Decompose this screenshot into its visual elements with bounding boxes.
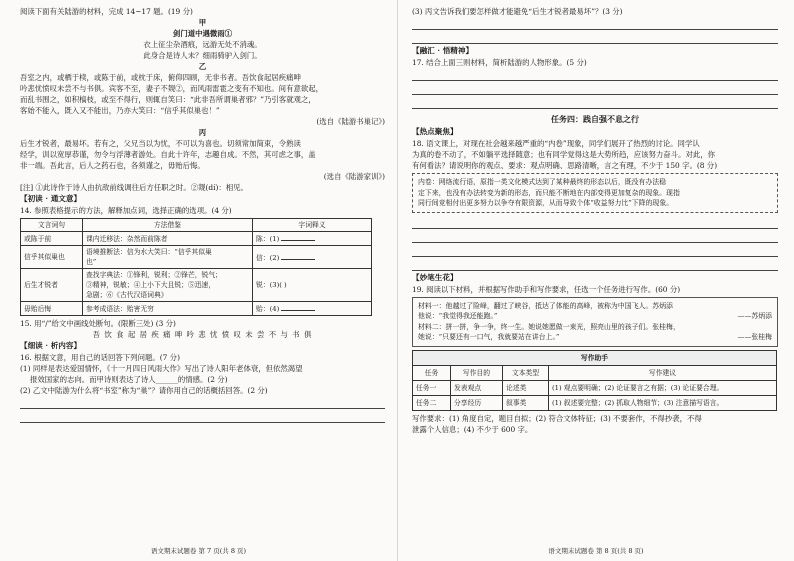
- table-cell: 后生才锐者: [21, 269, 83, 302]
- question-16-1: 报效国家的志向。而甲诗则表达了诗人______的情感。(2 分): [30, 375, 228, 384]
- helper-title: 写作助手: [413, 350, 777, 365]
- table-header-cell: 写作目的: [451, 365, 503, 380]
- writing-requirements: 写作要求：(1) 角度自定，题目自拟；(2) 符合文体特征；(3) 不要套作，不得抄袭，不得: [412, 413, 702, 423]
- question-17: 17. 结合上面三则材料，简析陆游的人物形象。(5 分): [412, 58, 587, 67]
- answer-cell[interactable]: 信：(2): [253, 246, 372, 269]
- table-header-cell: 写作建议: [549, 365, 777, 380]
- material-line: 材料一：他越过了险峰，翻过了峡谷，抵达了体能的高峰，被称为中国飞人。苏炳添: [418, 301, 673, 310]
- answer-cell[interactable]: 锐：(3)( ): [253, 269, 372, 302]
- reading-intro: 阅读下面有关陆游的材料，完成 14~17 题。(19 分): [20, 7, 193, 16]
- bing-source: (选自《陆游家训》): [323, 172, 385, 181]
- page-footer: 语文期末试题卷 第 7 页(共 8 页): [150, 547, 247, 555]
- table-row: [21, 232, 372, 246]
- table-cell: 或陈于前: [21, 232, 83, 246]
- table-row: [413, 380, 777, 395]
- table-cell: 论述类: [503, 380, 549, 395]
- writing-helper-table: [412, 350, 777, 411]
- answer-line[interactable]: [412, 17, 778, 30]
- yi-text-line: 而乱书围之，如积槁枝，或至不得行，则辄自笑曰：“此非吾所谓巢者邪？”乃引客就观之，: [20, 95, 316, 104]
- answer-cell[interactable]: 贻：(4): [253, 302, 372, 316]
- question-16-2: (2) 乙文中陆游为什么将“书室”称为“巢”？请你用自己的话概括回答。(2 分): [20, 386, 268, 395]
- footnote: [注] ①此诗作于诗人由抗敌前线调往后方任职之时。②觌(dí)：相见。: [20, 183, 248, 192]
- right-page: [397, 0, 794, 561]
- definition-box: [412, 173, 778, 213]
- question-16-1: (1) 同样是表达爱国情怀，《十一月四日风雨大作》写出了诗人阳年老体衰，但依然渴望: [20, 364, 303, 373]
- material-line: 他说：“我觉得我还能跑。”: [418, 312, 498, 320]
- definition-line: 同行间竞相付出更多努力以争夺有限资源，从而导致个体“收益努力比”下降的现象。: [418, 199, 674, 207]
- table-cell: 参考成语法：贻害无穷: [83, 302, 253, 316]
- definition-line: 定下来，也没有办法转变为新的形态，而只能不断地在内部变得更加复杂的现象。现指: [418, 188, 680, 197]
- yi-source: (选自《陆游书巢记》): [316, 117, 385, 126]
- yi-text-line: 吾室之内，或栖于椟，或陈于前，或枕于床，俯仰四顾，无非书者。吾饮食起居疾痛呻: [20, 73, 301, 82]
- material-line: 她说：“只要还有一口气，我就要站在讲台上。”: [418, 333, 560, 341]
- writing-requirements: 泄露个人信息；(4) 不少于 600 字。: [412, 424, 533, 434]
- material-line: 材料二：拼一拼，争一争，终一生。她说她愿做一束光，照亮山里的孩子们。张桂梅，: [418, 322, 680, 331]
- answer-blank[interactable]: [281, 252, 315, 260]
- poem-title: 剑门道中遇微雨①: [172, 29, 233, 38]
- question-18-line: 有何看法？请说明你的观点、要求：观点明确、思路清晰，言之有理，不少于 150 字。(8 分): [412, 161, 718, 170]
- table-cell: 查找字典法：①锋利，锐利；②锋芒，锐气； ③精神，锐敏；④上小下大且锐；⑤迅速， 急剧；⑥《古代汉语词典》: [83, 269, 253, 302]
- table-row: [21, 269, 372, 302]
- table-row: [413, 395, 777, 410]
- table-cell: 毋贻后悔: [21, 302, 83, 316]
- table-cell: 课内迁移法：杂然而前陈者: [83, 232, 253, 246]
- section-heading: 【热点聚焦】: [412, 127, 458, 136]
- section-heading: 【妙笔生花】: [412, 272, 458, 282]
- poem-line: 此身合是诗人未？细雨骑驴入剑门。: [143, 51, 262, 60]
- materials-box: [412, 297, 778, 347]
- table-header-cell: 方法借鉴: [83, 219, 253, 232]
- table-cell: 语境推断法：信为水大笑曰：“信乎其似巢 也”: [83, 246, 253, 269]
- table-cell: (1) 观点要明确；(2) 论证要言之有据；(3) 论证要合理。: [549, 380, 777, 395]
- question-16-3: (3) 丙文告诉我们要怎样做才能避免“后生才锐者最易坏”？(3 分): [412, 7, 623, 16]
- table-row: [21, 302, 372, 316]
- bing-text-line: 经学，训以宽厚恭谨，勿令与浮薄者游处。自此十许年，志趣自成。不然，其可虑之事，盖: [20, 150, 316, 159]
- table-header-cell: 文言词句: [21, 219, 83, 232]
- material-author: ——苏炳添: [737, 312, 772, 320]
- answer-blank[interactable]: [281, 303, 315, 311]
- task-title: 任务四：践自强不息之行: [551, 114, 639, 124]
- section-heading: 【融汇 · 悟精神】: [412, 46, 474, 55]
- table-header-cell: 任务: [413, 365, 451, 380]
- material-author: ——张桂梅: [737, 333, 772, 341]
- table-cell: 分享经历: [451, 395, 503, 410]
- bing-text-line: 非一端。吾此言，后人之药石也，各须谨之，毋贻后悔。: [20, 161, 205, 170]
- table-cell: 任务二: [413, 395, 451, 410]
- section-heading: 【细读 · 析内容】: [20, 341, 82, 350]
- question-19: 19. 阅读以下材料，并根据写作助手和写作要求，任选一个任务进行写作。(60 分): [412, 284, 681, 294]
- answer-line[interactable]: [412, 31, 778, 44]
- section-yi-label: 乙: [198, 62, 207, 71]
- section-jia-label: 甲: [198, 18, 207, 27]
- section-bing-label: 丙: [198, 128, 207, 137]
- table-header-cell: 字词释义: [253, 219, 372, 232]
- table-cell: (1) 叙述要完整；(2) 抓取人物细节；(3) 注意描写语言。: [549, 395, 777, 410]
- table-header-cell: 文本类型: [503, 365, 549, 380]
- table-cell: 叙事类: [503, 395, 549, 410]
- question-18-line: 为真的卷不动了，不如躺平选择随意；也有同学觉得这是大势所趋，应该努力奋斗。对此，你: [412, 150, 716, 159]
- answer-blank[interactable]: [281, 233, 315, 241]
- answer-cell[interactable]: 陈：(1): [253, 232, 372, 246]
- answer-line[interactable]: [412, 230, 778, 243]
- table-cell: 发表观点: [451, 380, 503, 395]
- section-heading: 【初读 · 通文意】: [20, 194, 82, 203]
- answer-line[interactable]: [412, 216, 778, 229]
- answer-line[interactable]: [412, 82, 778, 95]
- question-14: 14. 参照表格提示的方法，解释加点词，选择正确的选项。(4 分): [20, 206, 232, 215]
- vocab-table: [20, 218, 372, 316]
- answer-line[interactable]: [412, 258, 778, 271]
- table-row: [21, 246, 372, 269]
- answer-line[interactable]: [412, 96, 778, 109]
- table-cell: 信乎其似巢也: [21, 246, 83, 269]
- page-footer: 语文期末试题卷 第 8 页(共 8 页): [548, 547, 644, 555]
- table-cell: 任务一: [413, 380, 451, 395]
- q15-sentence[interactable]: 吾 饮 食 起 居 疾 痛 呻 吟 悲 忧 愤 叹 未 尝 不 与 书 俱: [92, 330, 313, 339]
- question-18-line: 18. 语文课上，对现在社会越来越严重的“内卷”现象，同学们展开了热烈的讨论。同学认: [412, 139, 700, 148]
- bing-text-line: 后生才锐者，最易坏。若有之，父兄当以为忧，不可以为喜也。切须常加简束，令熟读: [20, 139, 301, 148]
- question-16: 16. 根据文意，用自己的话回答下列问题。(7 分): [20, 353, 180, 362]
- definition-line: 内卷：网络流行语，原指一类文化模式达到了某种最终的形态以后，既没有办法稳: [418, 178, 667, 186]
- answer-line[interactable]: [20, 410, 385, 423]
- yi-text-line: 吟悲忧愤叹未尝不与书俱。宾客不至，妻子不觌②，而风雨雷雹之变有不知也。间有意欲起，: [20, 84, 324, 93]
- yi-text-line: 客始不能入，既入又不能出，乃亦大笑曰：“信乎其似巢也！”: [20, 106, 220, 115]
- answer-line[interactable]: [412, 244, 778, 257]
- poem-line: 衣上征尘杂酒痕，远游无处不消魂。: [143, 40, 262, 49]
- answer-line[interactable]: [20, 396, 385, 409]
- answer-line[interactable]: [412, 68, 778, 81]
- question-15: 15. 用“/”给文中画线处断句。(限断三处) (3 分): [20, 319, 176, 328]
